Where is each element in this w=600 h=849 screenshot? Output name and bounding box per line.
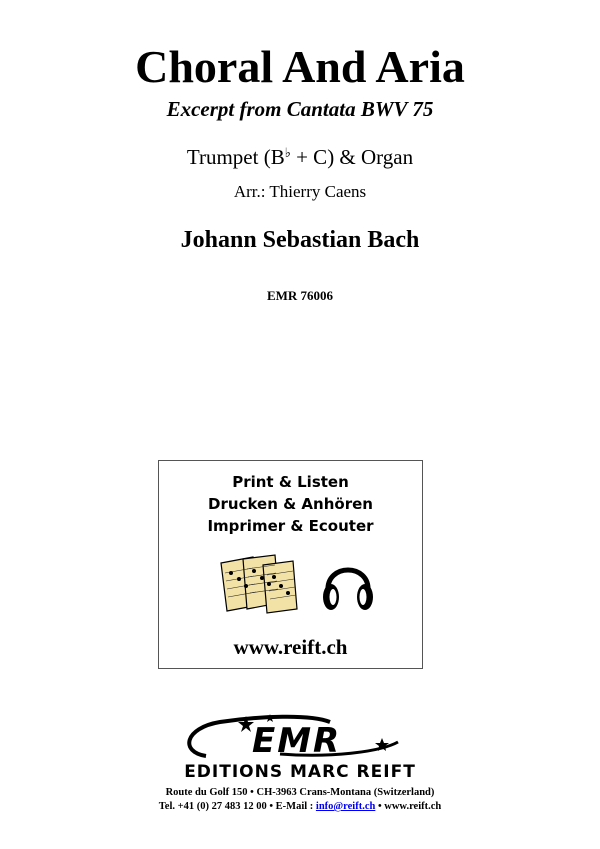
telephone-text: Tel. +41 (0) 27 483 12 00 • E-Mail : (158, 801, 316, 812)
sheet-music-icon (219, 553, 299, 615)
website-text: • www.reift.ch (375, 801, 442, 812)
promo-line-french: Imprimer & Ecouter (207, 517, 374, 535)
publisher-contact (0, 800, 600, 814)
page-title: Choral And Aria (135, 41, 465, 92)
flat-sign: ♭ (284, 145, 291, 160)
composer: Johann Sebastian Bach (180, 227, 420, 253)
publisher-name: EDITIONS MARC REIFT (184, 762, 416, 782)
emr-logo-icon (160, 712, 440, 760)
subtitle: Excerpt from Cantata BWV 75 (166, 97, 434, 121)
arranger: Arr.: Thierry Caens (233, 182, 367, 201)
headphones-icon (320, 555, 376, 613)
print-listen-box (158, 460, 423, 669)
instrumentation-prefix: Trumpet (B (186, 145, 285, 169)
promo-line-english: Print & Listen (232, 473, 349, 491)
promo-line-german: Drucken & Anhören (208, 495, 373, 513)
publisher-address: Route du Golf 150 • CH-3963 Crans-Montana (Switzerland) (165, 787, 435, 798)
instrumentation (0, 140, 600, 170)
instrumentation-suffix: + C) & Organ (290, 145, 414, 169)
catalog-number: EMR 76006 (266, 288, 334, 303)
email-link[interactable]: info@reift.ch (315, 801, 376, 812)
svg-text:EMR: EMR (252, 721, 342, 760)
promo-website[interactable]: www.reift.ch (233, 635, 348, 659)
